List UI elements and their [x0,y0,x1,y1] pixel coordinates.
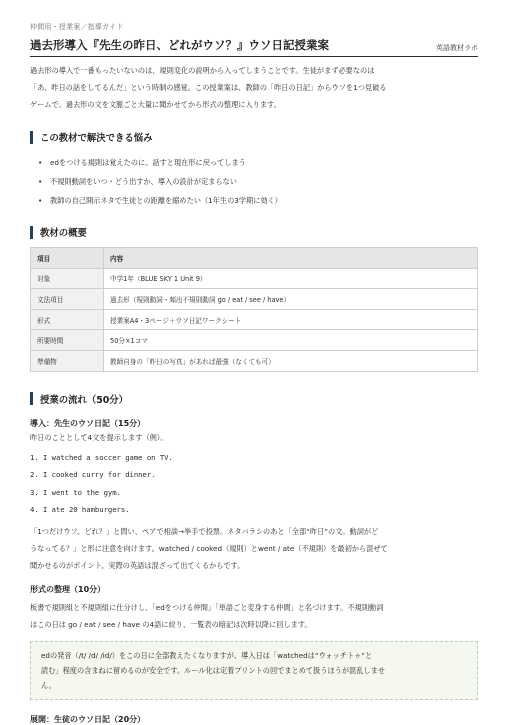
row-value: 過去形（規則動詞・頻出不規則動詞 go / eat / see / have） [104,289,478,310]
intro-line: ゲームで、過去形の文を文脈ごと大量に聞かせてから形式の整理に入ります。 [30,100,281,109]
title-row [30,37,478,57]
row-value: 50分×1コマ [104,330,478,351]
tip-note-box [30,641,478,700]
develop-section-heading: 展開：生徒のウソ日記（20分） [30,714,146,724]
problems-heading [30,130,478,144]
overview-table [30,247,478,372]
explanation-line: 聞かせるのがポイント。実際の英語は混ざって出てくるからです。 [30,560,245,570]
list-item-text: 教師の自己開示ネタで生徒との距離を縮めたい（1年生の3学期に効く） [50,196,282,205]
example-sentence: 3. I went to the gym. [30,487,121,497]
row-value: 中学1年（BLUE SKY 1 Unit 9） [104,268,478,289]
example-sentences [30,449,478,519]
row-value: 授業案A4・3ページ＋ウソ日記ワークシート [104,309,478,330]
page-title: 過去形導入『先生の昨日、どれがウソ？』ウソ日記授業案 [30,38,329,52]
table-row [31,350,478,371]
table-row [31,289,478,310]
intro-line: 過去形の導入で一番もったいないのは、規則変化の説明から入ってしまうことです。生徒がまず必要なのは [30,66,375,75]
example-sentence: 2. I cooked curry for dinner. [30,470,156,480]
section-marker [30,226,33,239]
list-item [38,172,478,191]
row-label: 所要時間 [31,330,104,351]
row-value: 教師自身の「昨日の写真」があれば最強（なくても可） [104,350,478,371]
explanation-line: うなってる？」と形に注意を向けます。watched / cooked（規則）とwent / ate（不規則）を最初から混ぜて [30,543,388,553]
list-item-text: 不規則動詞をいつ・どう出すか、導入の設計が定まらない [50,177,237,186]
bullet-icon: • [38,158,43,167]
flow-heading [30,392,478,406]
intro-paragraph [30,62,478,113]
list-item [38,153,478,172]
section-marker [30,131,33,144]
row-label: 対象 [31,268,104,289]
row-label: 形式 [31,309,104,330]
example-sentence: 4. I ate 20 hamburgers. [30,505,130,515]
intro-section-explanation [30,523,478,574]
table-row [31,309,478,330]
problems-list [38,153,478,210]
problems-heading-text: この教材で解決できる悩み [40,133,153,144]
row-label: 文法項目 [31,289,104,310]
form-section-heading: 形式の整理（10分） [30,584,106,594]
intro-section-heading: 導入：先生のウソ日記（15分） [30,418,146,428]
explanation-line: 「1つだけウソ。どれ？」と問い、ペアで相談→挙手で投票。ネタバラシのあと「全部“昨日”の文。動詞がど [30,526,379,536]
form-line: はこの日は go / eat / see / have の4語に絞り、一覧表の暗記は次時以降に回します。 [30,619,312,629]
bullet-icon: • [38,196,43,205]
table-header-row [31,248,478,269]
column-header-item: 項目 [31,248,104,269]
note-line: 読む」程度の含まねに留めるのが安全です。ルール化は定着プリントの回でまとめて扱うほうが混乱しませ [41,665,385,675]
form-line: 板書で規則組と不規則組に仕分けし、「edをつける仲間」「単語ごと変身する仲間」と名づけます。不規則動詞 [30,602,384,612]
brand-name: 英語教材ラボ [436,44,478,52]
overview-heading-text: 教材の概要 [40,228,87,239]
table-row [31,330,478,351]
column-header-content: 内容 [104,248,478,269]
flow-heading-text: 授業の流れ（50分） [40,394,129,406]
row-label: 準備物 [31,350,104,371]
intro-section-lead: 昨日のこととして4文を提示します（例）。 [30,432,168,442]
bullet-icon: • [38,177,43,186]
example-sentence: 1. I watched a soccer game on TV. [30,452,173,462]
list-item [38,191,478,210]
section-marker [30,392,33,405]
note-line: ん。 [41,680,56,690]
breadcrumb: 仲間用・授業案／指導ガイド [30,23,124,31]
note-line: edの発音（/t/ /d/ /id/）をこの日に全部教えたくなりますが、導入日は「watchedは“ウォッチトゥ”と [41,650,373,660]
form-section-text [30,599,478,633]
intro-line: 「あ、昨日の話をしてるんだ」という時制の感覚。この授業案は、教師の「昨日の日記」からウソを1つ見破る [30,83,387,92]
list-item-text: edをつける規則は覚えたのに、話すと現在形に戻ってしまう [50,158,246,167]
overview-heading [30,225,478,239]
table-row [31,268,478,289]
